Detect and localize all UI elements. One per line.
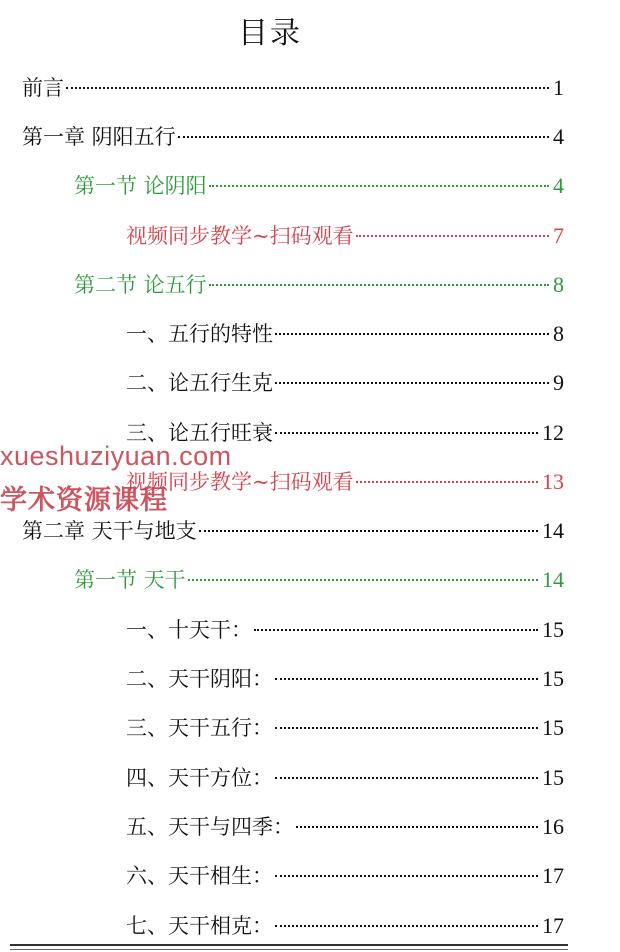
toc-entry-item[interactable]: [126, 763, 564, 793]
toc-page-number: 8: [553, 321, 564, 346]
toc-entry-chapter-2[interactable]: [22, 516, 564, 546]
dot-leader: [356, 235, 549, 237]
dot-leader: [66, 87, 549, 89]
toc-page-number: 15: [542, 765, 564, 790]
watermark-text: 学术资源课程: [0, 485, 168, 515]
toc-entry-label: 七、天干相克：: [126, 914, 273, 938]
toc-entry-item[interactable]: [126, 911, 564, 941]
toc-page-number: 8: [553, 272, 564, 297]
dot-leader: [178, 136, 549, 138]
toc-page-number: 17: [542, 863, 564, 888]
toc-entry-label: 一、十天干：: [126, 618, 252, 642]
toc-page-number: 16: [542, 814, 564, 839]
toc-entry-label: 第二章 天干与地支: [22, 519, 197, 543]
toc-page-number: 7: [553, 223, 564, 248]
toc-page-number: 15: [542, 715, 564, 740]
toc-entry-label: 三、天干五行：: [126, 716, 273, 740]
toc-entry-section-1-1[interactable]: [74, 171, 564, 201]
toc-entry-section-2-1[interactable]: [74, 565, 564, 595]
dot-leader: [275, 678, 538, 680]
dot-leader: [296, 826, 538, 828]
dot-leader: [356, 481, 538, 483]
toc-entry-label: 二、天干阴阳：: [126, 667, 273, 691]
dot-leader: [275, 727, 538, 729]
toc-entry-label: 视频同步教学~扫码观看: [126, 470, 354, 494]
toc-entry-item[interactable]: [126, 615, 564, 645]
page-title: 目录: [238, 16, 302, 51]
toc-entry-video-2[interactable]: [126, 467, 564, 497]
toc-entry-item[interactable]: [126, 812, 564, 842]
dot-leader: [199, 530, 538, 532]
toc-entry-video-1[interactable]: [126, 221, 564, 251]
toc-page-number: 14: [542, 567, 564, 592]
toc-entry-label: 第一章 阴阳五行: [22, 125, 176, 149]
toc-entry-section-1-2[interactable]: [74, 270, 564, 300]
dot-leader: [275, 875, 538, 877]
toc-entry-label: 二、论五行生克: [126, 371, 273, 395]
toc-entry-label: 前言: [22, 76, 64, 100]
dot-leader: [275, 333, 549, 335]
toc-entry-item[interactable]: [126, 713, 564, 743]
toc-entry-label: 一、五行的特性: [126, 322, 273, 346]
toc-page-number: 4: [553, 173, 564, 198]
dot-leader: [275, 925, 538, 927]
toc-entry-label: 四、天干方位：: [126, 766, 273, 790]
toc-entry-chapter-1[interactable]: [22, 122, 564, 152]
toc-page-number: 14: [542, 518, 564, 543]
toc-entry-preface[interactable]: [22, 73, 564, 103]
toc-entry-label: 五、天干与四季：: [126, 815, 294, 839]
page-bottom-rule: [10, 944, 568, 946]
toc-page-number: 13: [542, 469, 564, 494]
toc-entry-item[interactable]: [126, 418, 564, 448]
dot-leader: [188, 579, 538, 581]
toc-page-number: 15: [542, 617, 564, 642]
toc-entry-item[interactable]: [126, 319, 564, 349]
toc-page-number: 15: [542, 666, 564, 691]
dot-leader: [275, 382, 549, 384]
page-bottom-rule-thin: [10, 949, 568, 950]
toc-page-number: 12: [542, 420, 564, 445]
toc-entry-label: 六、天干相生：: [126, 864, 273, 888]
toc-entry-item[interactable]: [126, 664, 564, 694]
dot-leader: [275, 432, 538, 434]
toc-entry-label: 第一节 天干: [74, 568, 186, 592]
toc-page-number: 1: [553, 75, 564, 100]
dot-leader: [254, 629, 538, 631]
toc-entry-label: 三、论五行旺衰: [126, 421, 273, 445]
toc-page-number: 9: [553, 370, 564, 395]
toc-entry-label: 第一节 论阴阳: [74, 174, 207, 198]
toc-entry-label: 视频同步教学~扫码观看: [126, 224, 354, 248]
toc-entry-item[interactable]: [126, 368, 564, 398]
dot-leader: [209, 185, 549, 187]
toc-entry-item[interactable]: [126, 861, 564, 891]
dot-leader: [209, 284, 549, 286]
dot-leader: [275, 777, 538, 779]
toc-entry-label: 第二节 论五行: [74, 273, 207, 297]
toc-page-number: 4: [553, 124, 564, 149]
watermark-url: xueshuziyuan.com: [0, 441, 232, 471]
toc-page-number: 17: [542, 913, 564, 938]
